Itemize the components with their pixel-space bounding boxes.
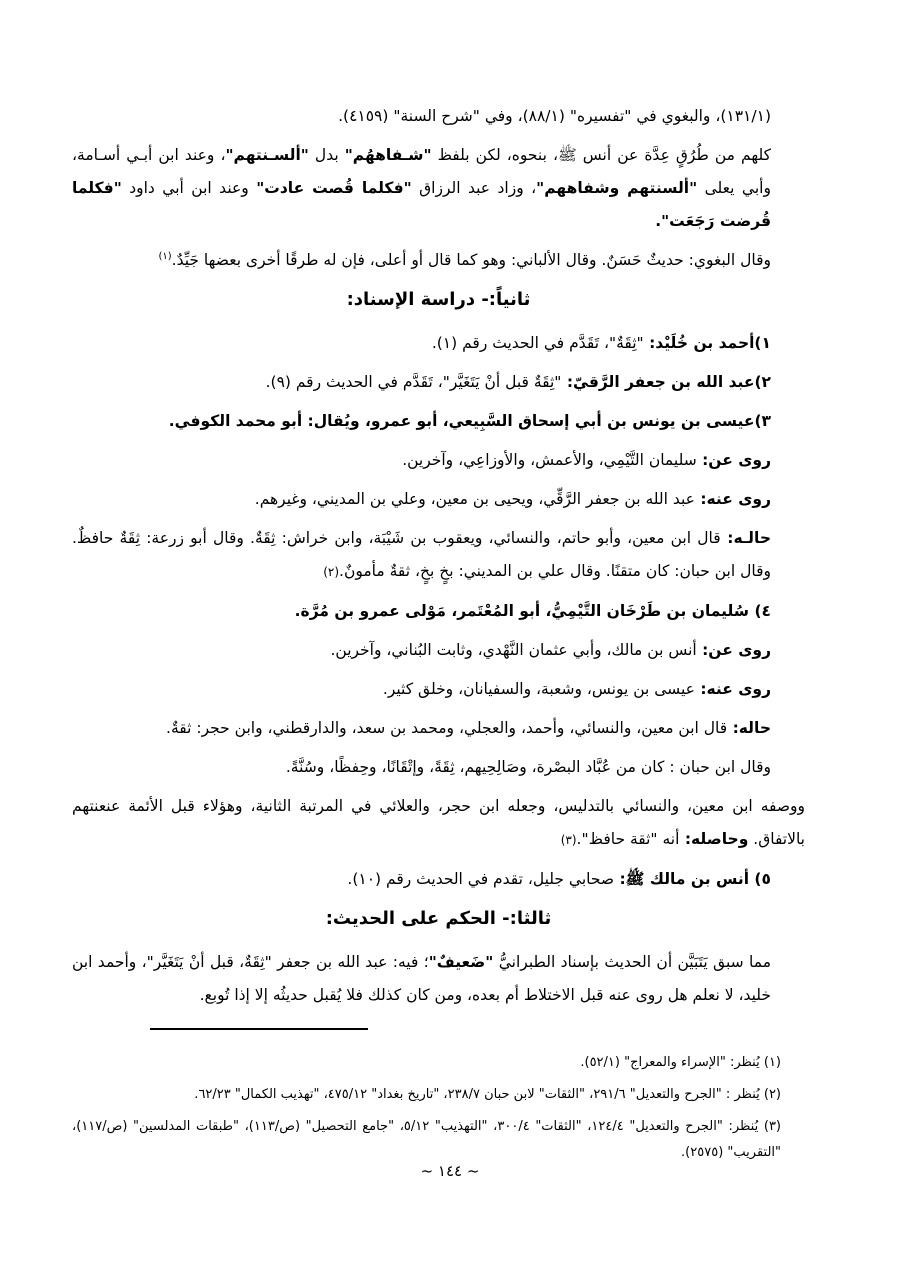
narrator-name: ٢)عبد الله بن جعفر الرَّقيّ: — [561, 373, 771, 391]
footnote-separator — [150, 1028, 368, 1030]
takhrij-text: كلهم من طُرُقٍ عِدَّة عن أنس ﷺ، بنحوه، لكن بلفظ — [431, 146, 771, 164]
takhrij-text: ، وزاد عبد الرزاق — [411, 179, 537, 197]
takhrij-text: ، وعند ابن أبـي أسـامة، وأبي يعلى — [72, 146, 771, 197]
narrator-text: صحابي جليل، تقدم في الحديث رقم (١٠). — [347, 870, 615, 888]
narrator-4-rawa-an — [72, 634, 805, 667]
value: ووصفه ابن معين، والنسائي بالتدليس، وجعله ابن حجر، والعلائي في المرتبة الثانية، وهؤلاء قبل الأئمة عنعنتهم بالاتفاق. — [72, 797, 805, 848]
value: قال ابن معين، وأبو حاتم، والنسائي، ويعقوب بن شَيْبَة، وابن خراش: ثِقَةٌ. وقال أبو زرعة: ثِقَةٌ حافظٌ. وقال ابن حبان: كان متقنًا. وقال علي بن المديني: بخٍ بخٍ، ثقةٌ مأمونٌ. — [72, 529, 771, 580]
footnote-ref: (٢) — [323, 565, 340, 579]
takhrij-text: بدل — [308, 146, 345, 164]
narrator-4-hal — [72, 712, 805, 745]
narrator-name: ٥) أنس بن مالك ﷺ: — [614, 870, 771, 888]
bold-term: "فكلما قُصت عادت" — [256, 179, 412, 197]
value: عيسى بن يونس، وشعبة، والسفيانان، وخلق كثير. — [382, 680, 695, 698]
narrator-text: "ثِقَةٌ"، تَقَدَّم في الحديث رقم (١). — [431, 334, 644, 352]
hukm-text: ؛ فيه: عبد الله بن جعفر "ثِقَةٌ، قبل أنْ يَتَغَيَّر"، وأحمد ابن خليد، لا نعلم هل روى عنه قبل الاختلاط أم بعده، ومن كان كذلك فلا يُقبل حديثُه إلا إذا تُوبع. — [72, 953, 771, 1004]
footnotes — [72, 1050, 805, 1172]
narrator-name: ١)أحمد بن خُلَيْد: — [643, 334, 771, 352]
label: روى عنه: — [694, 680, 771, 698]
bold-term: "فكلما قُرضت رَجَعَت". — [72, 179, 771, 230]
narrator-3-title: ٣)عيسى بن يونس بن أبي إسحاق السَّبِيعي، أبو عمرو، ويُقال: أبو محمد الكوفي. — [168, 412, 771, 430]
footnote-3: (٣) يُنظر: "الجرح والتعديل" ١٢٤/٤، "الثقات" ٣٠٠/٤، "التهذيب" ٥/١٢، "جامع التحصيل" (ص/١١٣)، "طبقات المدلسين" (ص/١١٧)، "التقريب" (٢٥٧٥). — [72, 1119, 781, 1160]
value: أنه "ثقة حافظ". — [576, 830, 680, 848]
takhrij-text: (١٣١/١)، والبغوي في "تفسيره" (٨٨/١)، وفي "شرح السنة" (٤١٥٩). — [338, 107, 771, 125]
label: وحاصله: — [679, 830, 749, 848]
label: روى عنه: — [694, 490, 771, 508]
label: روى عن: — [696, 641, 771, 659]
narrator-3-hal — [72, 522, 805, 589]
takhrij-line-1 — [72, 100, 805, 133]
hukm-paragraph — [72, 946, 805, 1012]
narrator-text: "ثِقَةٌ قبل أنْ يَتَغَيَّر"، تَقَدَّم في الحديث رقم (٩). — [265, 373, 562, 391]
value: عبد الله بن جعفر الرَّقِّي، ويحيى بن معين، وعلي بن المديني، وغيرهم. — [254, 490, 695, 508]
footnote-2: (٢) يُنظر : "الجرح والتعديل" ٢٩١/٦، "الثقات" لابن حبان ٢٣٨/٧، "تاريخ بغداد" ٤٧٥/١٢، "تهذيب الكمال" ٦٢/٢٣. — [194, 1087, 781, 1102]
bold-term: "شـفاههُم" — [344, 146, 432, 164]
takhrij-line-2 — [72, 139, 805, 238]
narrator-4-rawa-anhu — [72, 673, 805, 706]
label: حالـه: — [720, 529, 771, 547]
section-heading-isnad: ثانياً:- دراسة الإسناد: — [346, 289, 531, 310]
takhrij-text: وقال البغوي: حديثٌ حَسَنٌ. وقال الألباني: وهو كما قال أو أعلى، فإن له طرقًا أخرى بعضها جَيِّدٌ. — [171, 251, 771, 269]
footnote-ref: (١) — [158, 250, 172, 262]
narrator-4-title: ٤) سُليمان بن طَرْخَان التَّيْمِيُّ، أبو المُعْتَمر، مَوْلى عمرو بن مُرَّة. — [294, 602, 771, 620]
narrator-4-ibn-hibban: وقال ابن حبان : كان من عُبَّاد البصْرة، وصَالِحِيهم، ثِقَةً، وإتْقَانًا، وحِفظًا، وسُنَّةً. — [285, 758, 771, 776]
value: سليمان التَّيْمِي، والأعمش، والأوزاعِي، وآخرين. — [402, 451, 697, 469]
value: قال ابن معين، والنسائي، وأحمد، والعجلي، ومحمد بن سعد، والدارقطني، وابن حجر: ثقةٌ. — [166, 719, 728, 737]
narrator-5 — [72, 863, 805, 896]
page-body — [72, 100, 805, 1018]
label: حاله: — [727, 719, 771, 737]
section-heading-hukm: ثالثا:- الحكم على الحديث: — [325, 908, 552, 929]
narrator-2 — [72, 366, 805, 399]
takhrij-line-3 — [72, 244, 805, 277]
bold-term: "ألسنتهم وشفاههم" — [536, 179, 698, 197]
label: روى عن: — [696, 451, 771, 469]
takhrij-text: وعند ابن أبي داود — [121, 179, 257, 197]
page-number: ~ ١٤٤ ~ — [420, 1162, 480, 1180]
value: أنس بن مالك، وأبي عثمان النَّهْدي، وثابت البُناني، وآخرين. — [330, 641, 697, 659]
bold-term: "ألسـنتهم" — [225, 146, 309, 164]
narrator-4-wasf — [72, 790, 805, 857]
bold-term: "ضَعيفٌ" — [428, 953, 494, 971]
narrator-3-rawa-an — [72, 444, 805, 477]
narrator-1 — [72, 327, 805, 360]
footnote-ref: (٣) — [560, 833, 577, 847]
narrator-3-rawa-anhu — [72, 483, 805, 516]
hukm-text: مما سبق يَتَبَيَّن أن الحديث بإسناد الطبرانيُّ — [493, 953, 771, 971]
footnote-1: (١) يُنظر: "الإسراء والمعراج" (٥٢/١). — [580, 1055, 781, 1070]
